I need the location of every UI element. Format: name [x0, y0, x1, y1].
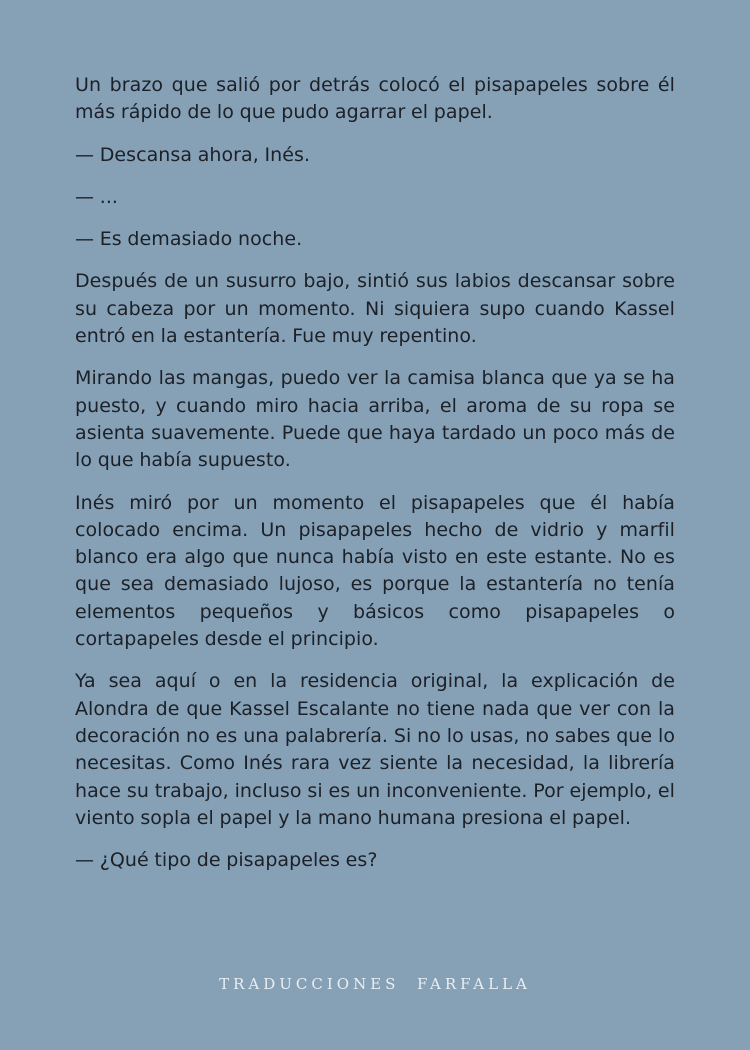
dialogue-line-2: — ... — [75, 185, 119, 208]
paragraph-4: Inés miró por un momento el pisapapeles que él había colocado encima. Un pisapapeles hecho de vidrio y marfil blanco era algo que nunca había visto en este estante. No es que sea demasiado lujoso, es porque la estantería no tenía elementos pequeños y básicos como pisapapeles o cortapapeles desde el principio. — [75, 491, 675, 651]
paragraph-2: Después de un susurro bajo, sintió sus labios descansar sobre su cabeza por un momento. Ni siquiera supo cuando Kassel entró en la estantería. Fue muy repentino. — [75, 270, 675, 348]
dialogue-line-3: — Es demasiado noche. — [75, 228, 303, 251]
footer-credit: TRADUCCIONES FARFALLA — [219, 975, 531, 993]
page-body — [75, 72, 675, 889]
dialogue-line-1: — Descansa ahora, Inés. — [75, 143, 311, 166]
paragraph-1: Un brazo que salió por detrás colocó el pisapapeles sobre él más rápido de lo que pudo agarrar el papel. — [75, 74, 675, 124]
dialogue-line-4: — ¿Qué tipo de pisapapeles es? — [75, 849, 378, 872]
paragraph-3: Mirando las mangas, puedo ver la camisa blanca que ya se ha puesto, y cuando miro hacia arriba, el aroma de su ropa se asienta suavemente. Puede que haya tardado un poco más de lo que había supuesto. — [75, 367, 675, 472]
paragraph-5: Ya sea aquí o en la residencia original, la explicación de Alondra de que Kassel Escalante no tiene nada que ver con la decoración no es una palabrería. Si no lo usas, no sabes que lo necesitas. Como Inés rara vez siente la necesidad, la librería hace su trabajo, incluso si es un inconveniente. Por ejemplo, el viento sopla el papel y la mano humana presiona el papel. — [75, 670, 675, 829]
